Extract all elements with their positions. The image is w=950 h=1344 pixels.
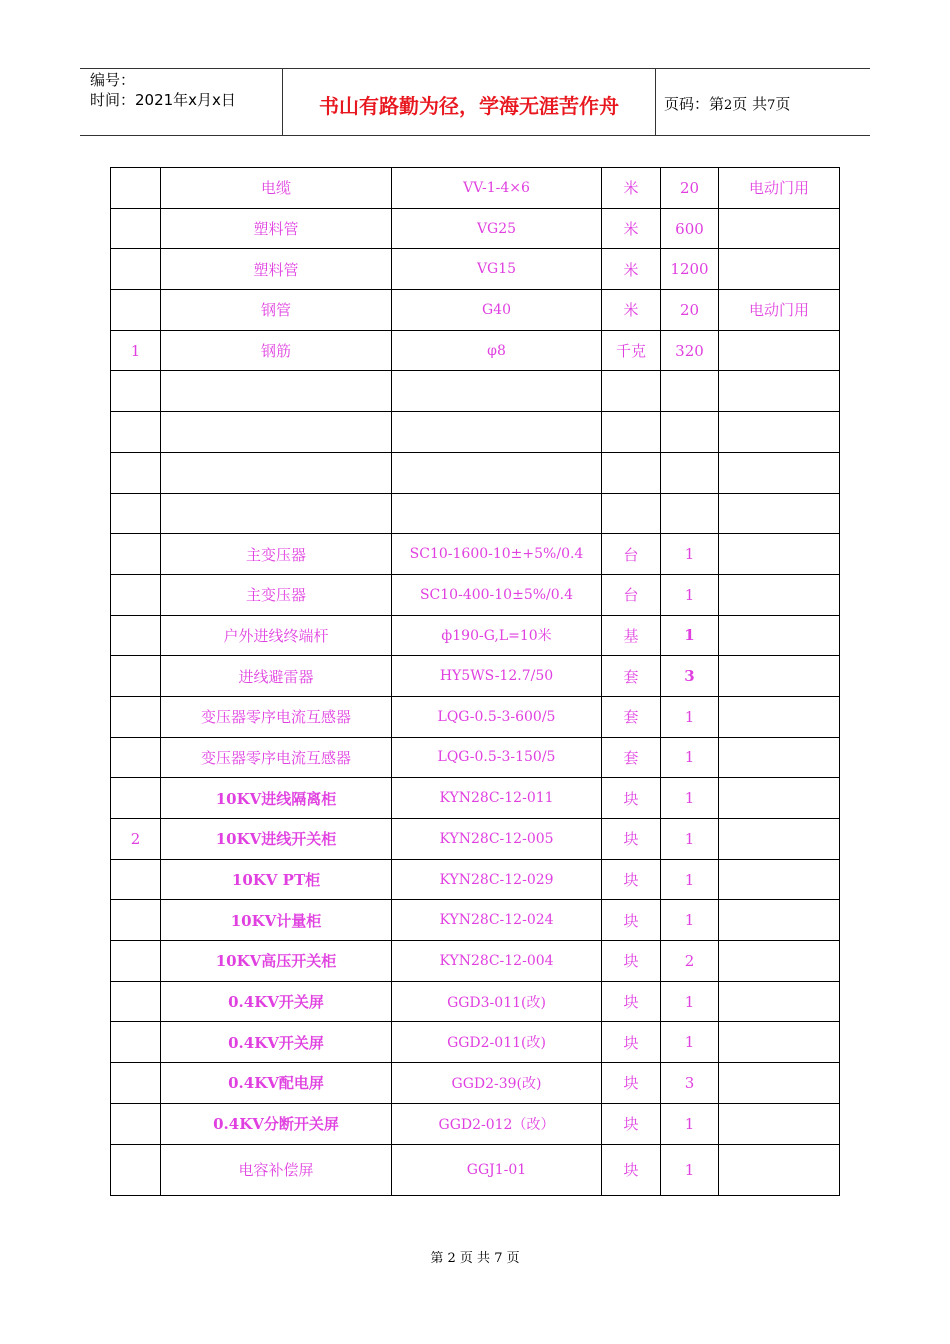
header-bottom-rule (80, 135, 870, 136)
cell-name: 10KV PT柜 (161, 859, 392, 900)
cell-no (111, 534, 161, 575)
cell-name: 0.4KV开关屏 (161, 981, 392, 1022)
cell-name: 户外进线终端杆 (161, 615, 392, 656)
cell-unit: 套 (602, 696, 661, 737)
cell-note (719, 330, 840, 371)
cell-note (719, 900, 840, 941)
table-row (111, 656, 840, 697)
table-row (111, 1063, 840, 1104)
cell-no (111, 412, 161, 453)
cell-unit: 块 (602, 859, 661, 900)
cell-note (719, 412, 840, 453)
cell-name: 进线避雷器 (161, 656, 392, 697)
materials-table (110, 167, 840, 1196)
table-row (111, 941, 840, 982)
number-label: 编号： (90, 71, 136, 89)
cell-spec: ф190-G,L=10米 (392, 615, 602, 656)
cell-name: 10KV进线开关柜 (161, 819, 392, 860)
cell-no (111, 452, 161, 493)
cell-spec: VV-1-4×6 (392, 168, 602, 209)
cell-qty: 20 (661, 168, 719, 209)
cell-spec: KYN28C-12-024 (392, 900, 602, 941)
cell-no (111, 656, 161, 697)
cell-unit: 块 (602, 1144, 661, 1195)
cell-spec: G40 (392, 290, 602, 331)
table-row (111, 534, 840, 575)
cell-unit: 米 (602, 290, 661, 331)
cell-qty: 600 (661, 208, 719, 249)
cell-note: 电动门用 (719, 168, 840, 209)
cell-spec: GGJ1-01 (392, 1144, 602, 1195)
materials-table-body (111, 168, 840, 1196)
cell-unit: 块 (602, 1063, 661, 1104)
table-row (111, 290, 840, 331)
cell-note (719, 941, 840, 982)
cell-unit (602, 412, 661, 453)
cell-unit: 台 (602, 574, 661, 615)
cell-name: 10KV计量柜 (161, 900, 392, 941)
page-total: 7 (767, 98, 776, 113)
cell-qty: 3 (661, 1063, 719, 1104)
table-row (111, 859, 840, 900)
cell-unit: 块 (602, 941, 661, 982)
cell-no (111, 1103, 161, 1144)
table-row (111, 330, 840, 371)
cell-spec: φ8 (392, 330, 602, 371)
cell-note (719, 249, 840, 290)
header-page-indicator (664, 93, 790, 114)
cell-spec (392, 412, 602, 453)
cell-no (111, 574, 161, 615)
cell-unit: 米 (602, 249, 661, 290)
cell-unit: 块 (602, 981, 661, 1022)
cell-note (719, 819, 840, 860)
cell-qty: 1 (661, 615, 719, 656)
cell-note (719, 981, 840, 1022)
cell-note (719, 1103, 840, 1144)
cell-spec: GGD2-012（改） (392, 1103, 602, 1144)
cell-note (719, 534, 840, 575)
cell-spec: SC10-400-10±5%/0.4 (392, 574, 602, 615)
cell-unit: 套 (602, 737, 661, 778)
cell-spec: VG25 (392, 208, 602, 249)
cell-note (719, 493, 840, 534)
cell-name: 变压器零序电流互感器 (161, 696, 392, 737)
cell-name: 主变压器 (161, 534, 392, 575)
cell-unit: 块 (602, 778, 661, 819)
cell-name: 10KV高压开关柜 (161, 941, 392, 982)
cell-unit: 块 (602, 1022, 661, 1063)
table-row (111, 208, 840, 249)
cell-unit: 块 (602, 900, 661, 941)
cell-name (161, 452, 392, 493)
cell-name (161, 493, 392, 534)
cell-qty: 1 (661, 574, 719, 615)
cell-name: 0.4KV分断开关屏 (161, 1103, 392, 1144)
cell-spec: LQG-0.5-3-600/5 (392, 696, 602, 737)
cell-unit: 基 (602, 615, 661, 656)
header-meta (90, 70, 236, 110)
cell-unit (602, 493, 661, 534)
cell-note (719, 452, 840, 493)
cell-no (111, 1022, 161, 1063)
cell-no (111, 615, 161, 656)
table-row (111, 574, 840, 615)
page-footer: 第 2 页 共 7 页 (430, 1251, 520, 1266)
header-motto: 书山有路勤为径，学海无涯苦作舟 (319, 94, 619, 118)
cell-no (111, 737, 161, 778)
table-row (111, 371, 840, 412)
cell-spec: GGD3-011(改) (392, 981, 602, 1022)
cell-qty: 20 (661, 290, 719, 331)
cell-note (719, 208, 840, 249)
cell-no (111, 208, 161, 249)
cell-no: 2 (111, 819, 161, 860)
cell-spec: KYN28C-12-011 (392, 778, 602, 819)
cell-qty (661, 493, 719, 534)
cell-unit (602, 371, 661, 412)
table-row (111, 819, 840, 860)
cell-qty (661, 371, 719, 412)
cell-unit: 米 (602, 168, 661, 209)
cell-qty: 1 (661, 900, 719, 941)
cell-spec: KYN28C-12-005 (392, 819, 602, 860)
cell-note (719, 574, 840, 615)
cell-unit: 块 (602, 1103, 661, 1144)
cell-qty: 1 (661, 534, 719, 575)
cell-unit: 套 (602, 656, 661, 697)
cell-no (111, 249, 161, 290)
table-row (111, 615, 840, 656)
cell-note (719, 737, 840, 778)
cell-name: 10KV进线隔离柜 (161, 778, 392, 819)
cell-no (111, 371, 161, 412)
cell-note (719, 1144, 840, 1195)
cell-unit: 块 (602, 819, 661, 860)
cell-spec: KYN28C-12-004 (392, 941, 602, 982)
cell-qty (661, 452, 719, 493)
cell-qty: 1 (661, 1144, 719, 1195)
time-label: 时间：2021年x月x日 (90, 91, 236, 109)
cell-qty: 1 (661, 1103, 719, 1144)
cell-note: 电动门用 (719, 290, 840, 331)
cell-spec: LQG-0.5-3-150/5 (392, 737, 602, 778)
cell-qty: 320 (661, 330, 719, 371)
table-row (111, 452, 840, 493)
cell-qty: 1 (661, 1022, 719, 1063)
cell-qty: 1 (661, 859, 719, 900)
cell-spec (392, 452, 602, 493)
table-row (111, 1144, 840, 1195)
cell-unit (602, 452, 661, 493)
cell-name: 0.4KV开关屏 (161, 1022, 392, 1063)
cell-name: 塑料管 (161, 249, 392, 290)
cell-unit: 千克 (602, 330, 661, 371)
page-suffix: 页 (775, 95, 791, 113)
page-mid: 页 共 (732, 95, 768, 113)
cell-qty: 1200 (661, 249, 719, 290)
table-row (111, 778, 840, 819)
table-row (111, 696, 840, 737)
cell-spec: KYN28C-12-029 (392, 859, 602, 900)
cell-spec: GGD2-39(改) (392, 1063, 602, 1104)
cell-name: 电缆 (161, 168, 392, 209)
cell-name (161, 412, 392, 453)
table-row (111, 1103, 840, 1144)
table-row (111, 412, 840, 453)
cell-qty: 1 (661, 778, 719, 819)
cell-note (719, 371, 840, 412)
cell-name: 钢管 (161, 290, 392, 331)
cell-spec (392, 493, 602, 534)
table-row (111, 493, 840, 534)
cell-no: 1 (111, 330, 161, 371)
cell-note (719, 1063, 840, 1104)
table-row (111, 1022, 840, 1063)
header-divider-right (655, 69, 656, 135)
header-top-rule (80, 68, 870, 69)
cell-no (111, 290, 161, 331)
cell-no (111, 1144, 161, 1195)
cell-qty: 2 (661, 941, 719, 982)
cell-qty: 3 (661, 656, 719, 697)
cell-note (719, 1022, 840, 1063)
cell-no (111, 900, 161, 941)
cell-no (111, 859, 161, 900)
cell-no (111, 168, 161, 209)
cell-qty: 1 (661, 819, 719, 860)
cell-qty: 1 (661, 696, 719, 737)
cell-no (111, 493, 161, 534)
cell-name: 主变压器 (161, 574, 392, 615)
page-prefix: 页码：第 (664, 95, 725, 113)
cell-name: 变压器零序电流互感器 (161, 737, 392, 778)
cell-spec: VG15 (392, 249, 602, 290)
cell-unit: 台 (602, 534, 661, 575)
table-row (111, 249, 840, 290)
cell-qty: 1 (661, 737, 719, 778)
cell-no (111, 696, 161, 737)
cell-spec: HY5WS-12.7/50 (392, 656, 602, 697)
cell-no (111, 1063, 161, 1104)
cell-spec: SC10-1600-10±+5%/0.4 (392, 534, 602, 575)
cell-spec: GGD2-011(改) (392, 1022, 602, 1063)
cell-name: 电容补偿屏 (161, 1144, 392, 1195)
cell-no (111, 941, 161, 982)
table-row (111, 168, 840, 209)
cell-name: 塑料管 (161, 208, 392, 249)
cell-qty (661, 412, 719, 453)
cell-note (719, 615, 840, 656)
table-row (111, 900, 840, 941)
cell-spec (392, 371, 602, 412)
cell-unit: 米 (602, 208, 661, 249)
cell-note (719, 696, 840, 737)
cell-note (719, 778, 840, 819)
cell-name (161, 371, 392, 412)
cell-name: 0.4KV配电屏 (161, 1063, 392, 1104)
cell-name: 钢筋 (161, 330, 392, 371)
table-row (111, 737, 840, 778)
cell-no (111, 981, 161, 1022)
page-current: 2 (724, 98, 733, 113)
cell-no (111, 778, 161, 819)
cell-note (719, 859, 840, 900)
cell-note (719, 656, 840, 697)
table-row (111, 981, 840, 1022)
cell-qty: 1 (661, 981, 719, 1022)
